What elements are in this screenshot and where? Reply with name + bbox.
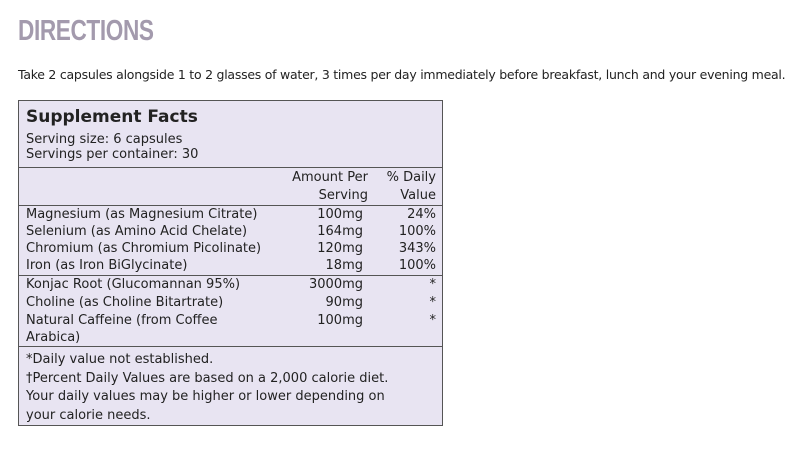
nutrient-row — [26, 276, 436, 293]
nutrient-row — [26, 206, 436, 223]
daily-value-header — [387, 169, 436, 205]
supplement-facts-panel — [18, 100, 443, 426]
nutrient-row — [26, 294, 436, 311]
nutrient-daily-value: 100% — [398, 224, 436, 239]
amount-per-serving-header — [292, 169, 368, 205]
footnote-daily-value: *Daily value not established. — [26, 352, 214, 367]
nutrient-daily-value: 24% — [407, 207, 436, 222]
footnote-percent-daily-cont: Your daily values may be higher or lower depending on — [26, 389, 385, 404]
amount-header-line2: Serving — [318, 188, 368, 203]
nutrient-amount: 100mg — [317, 313, 363, 328]
nutrient-daily-value: * — [429, 313, 436, 328]
nutrient-amount: 3000mg — [309, 277, 363, 292]
amount-header-line1: Amount Per — [292, 170, 368, 185]
supplement-facts-title: Supplement Facts — [26, 107, 198, 127]
nutrient-daily-value: 100% — [398, 258, 436, 273]
dv-header-line1: % Daily — [386, 170, 436, 185]
footnote-percent-daily-cont: your calorie needs. — [26, 407, 151, 423]
nutrient-row — [26, 240, 436, 257]
directions-heading: DIRECTIONS — [18, 15, 154, 47]
nutrient-name: Natural Caffeine (from Coffee — [26, 313, 218, 328]
nutrient-name: Magnesium (as Magnesium Citrate) — [26, 207, 258, 222]
nutrient-name: Konjac Root (Glucomannan 95%) — [26, 277, 241, 292]
nutrient-amount: 90mg — [325, 295, 363, 310]
nutrient-row — [26, 223, 436, 240]
nutrient-daily-value: * — [429, 295, 436, 310]
nutrient-name: Iron (as Iron BiGlycinate) — [26, 258, 188, 273]
servings-per-container: Servings per container: 30 — [26, 147, 199, 162]
nutrient-name: Selenium (as Amino Acid Chelate) — [26, 224, 248, 239]
nutrient-row — [26, 257, 436, 274]
divider — [19, 346, 442, 347]
nutrient-amount: 120mg — [317, 241, 363, 256]
nutrient-daily-value: * — [429, 277, 436, 292]
footnotes — [26, 351, 436, 425]
nutrient-name: Choline (as Choline Bitartrate) — [26, 295, 224, 310]
dv-header-line2: Value — [400, 188, 436, 203]
divider — [19, 167, 442, 168]
nutrient-name: Chromium (as Chromium Picolinate) — [26, 241, 262, 256]
nutrient-name-continued: Arabica) — [26, 330, 81, 345]
nutrient-row — [26, 312, 436, 346]
directions-text: Take 2 capsules alongside 1 to 2 glasses of water, 3 times per day immediately before breakfast, lunch and your evening meal. — [18, 67, 786, 82]
nutrient-amount: 100mg — [317, 207, 363, 222]
nutrient-daily-value: 343% — [398, 241, 436, 256]
nutrient-amount: 18mg — [325, 258, 363, 273]
footnote-percent-daily: †Percent Daily Values are based on a 2,000 calorie diet. — [26, 370, 389, 386]
serving-info — [26, 132, 198, 162]
nutrient-amount: 164mg — [317, 224, 363, 239]
serving-size: Serving size: 6 capsules — [26, 132, 183, 147]
